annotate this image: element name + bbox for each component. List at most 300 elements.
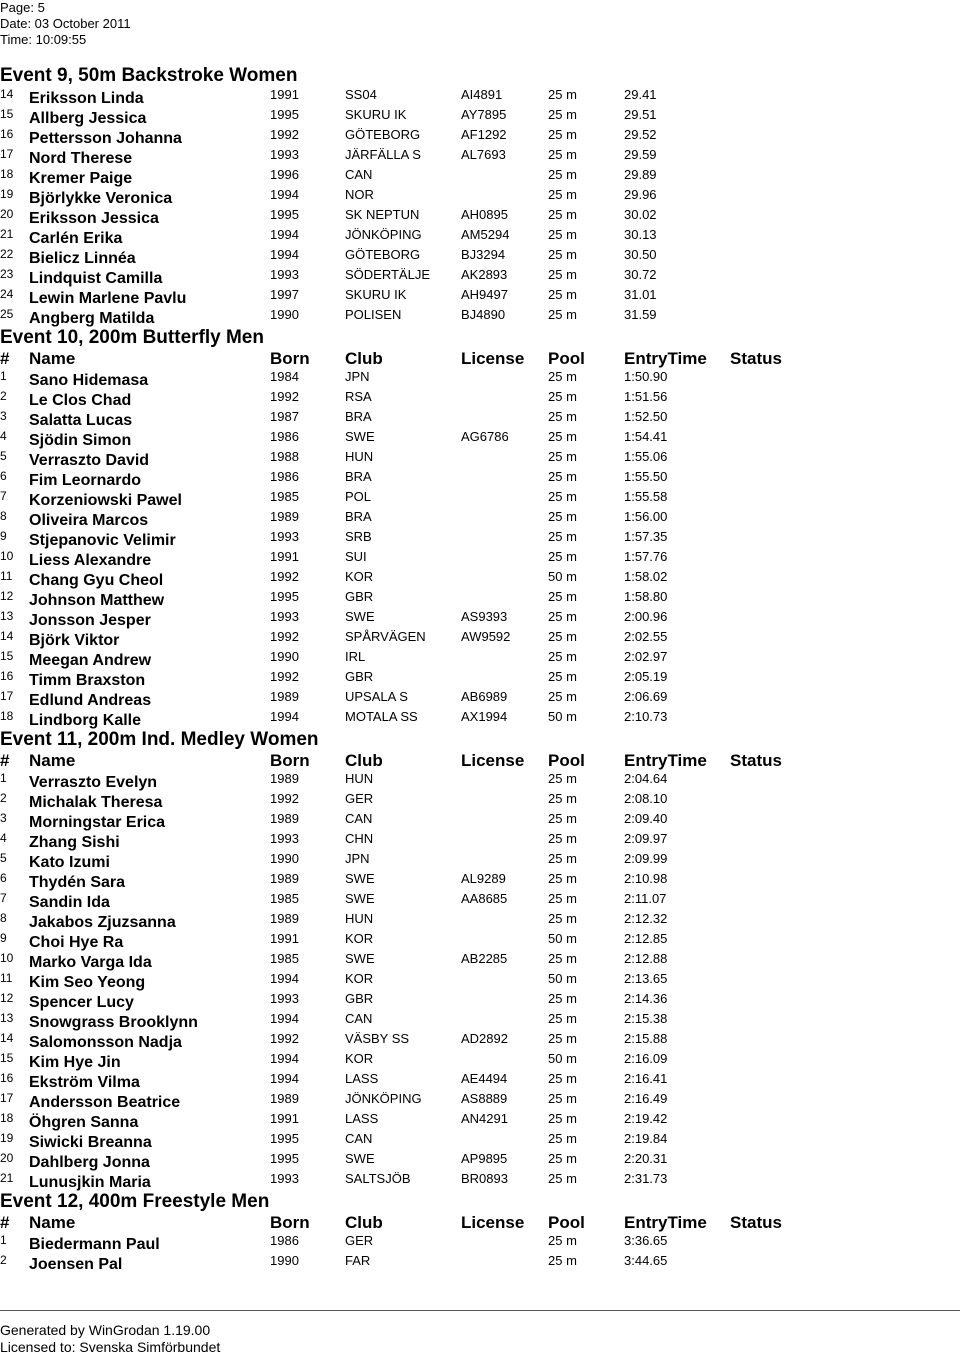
club: POL (345, 489, 372, 504)
result-row (0, 207, 960, 227)
pool: 25 m (548, 689, 577, 704)
club: LASS (345, 1111, 379, 1126)
entry-number: 7 (0, 489, 7, 503)
swimmer-name: Sandin Ida (29, 894, 110, 911)
pool: 25 m (548, 167, 577, 182)
result-row (0, 469, 960, 489)
result-row (0, 931, 960, 951)
entry-time: 1:58.80 (624, 589, 668, 604)
birth-year: 1994 (270, 227, 299, 242)
club: GÖTEBORG (345, 247, 421, 262)
swimmer-name: Morningstar Erica (29, 814, 166, 831)
entry-number: 15 (0, 1051, 14, 1065)
swimmer-name: Kim Seo Yeong (29, 974, 146, 991)
swimmer-name: Sano Hidemasa (29, 372, 149, 389)
birth-year: 1993 (270, 529, 299, 544)
license: AP9895 (461, 1151, 508, 1166)
swimmer-name: Pettersson Johanna (29, 130, 182, 147)
pool: 25 m (548, 1011, 577, 1026)
entry-number: 20 (0, 1151, 14, 1165)
swimmer-name: Lindquist Camilla (29, 270, 163, 287)
entry-time: 31.59 (624, 307, 657, 322)
result-row (0, 1253, 960, 1273)
birth-year: 1994 (270, 187, 299, 202)
swimmer-name: Kim Hye Jin (29, 1054, 121, 1071)
swimmer-name: Öhgren Sanna (29, 1114, 139, 1131)
pool: 25 m (548, 1091, 577, 1106)
entry-time: 2:05.19 (624, 669, 668, 684)
result-row (0, 267, 960, 287)
event-title: Event 9, 50m Backstroke Women (0, 65, 298, 86)
entry-number: 6 (0, 871, 7, 885)
entry-time: 2:31.73 (624, 1171, 668, 1186)
birth-year: 1990 (270, 649, 299, 664)
license: AG6786 (461, 429, 509, 444)
column-header-name: Name (29, 751, 76, 770)
result-row (0, 871, 960, 891)
swimmer-name: Salomonsson Nadja (29, 1034, 182, 1051)
birth-year: 1992 (270, 389, 299, 404)
result-row (0, 307, 960, 327)
entry-time: 1:57.35 (624, 529, 668, 544)
result-row (0, 569, 960, 589)
entry-number: 9 (0, 931, 7, 945)
club: FAR (345, 1253, 371, 1268)
pool: 25 m (548, 409, 577, 424)
license: AB6989 (461, 689, 508, 704)
column-header-license: License (461, 349, 525, 368)
result-row (0, 811, 960, 831)
events-list (0, 65, 960, 1273)
result-row (0, 147, 960, 167)
club: SWE (345, 609, 375, 624)
club: HUN (345, 449, 374, 464)
pool: 25 m (548, 1233, 577, 1248)
birth-year: 1991 (270, 931, 299, 946)
entry-number: 18 (0, 1111, 14, 1125)
club: GÖTEBORG (345, 127, 421, 142)
club: BRA (345, 509, 372, 524)
pool: 25 m (548, 891, 577, 906)
club: GBR (345, 991, 374, 1006)
entry-number: 22 (0, 247, 14, 261)
entry-number: 14 (0, 1031, 14, 1045)
page-number: Page: 5 (0, 0, 45, 15)
pool: 25 m (548, 429, 577, 444)
license: AK2893 (461, 267, 508, 282)
entry-number: 16 (0, 1071, 14, 1085)
entry-number: 10 (0, 951, 14, 965)
pool: 25 m (548, 771, 577, 786)
birth-year: 1989 (270, 689, 299, 704)
pool: 25 m (548, 831, 577, 846)
column-header-name: Name (29, 1213, 76, 1232)
birth-year: 1989 (270, 771, 299, 786)
column-header-num: # (0, 1213, 10, 1232)
license: AB2285 (461, 951, 508, 966)
entry-time: 2:16.41 (624, 1071, 668, 1086)
swimmer-name: Nord Therese (29, 150, 133, 167)
birth-year: 1989 (270, 911, 299, 926)
event-title: Event 10, 200m Butterfly Men (0, 327, 264, 348)
result-row (0, 227, 960, 247)
entry-number: 12 (0, 589, 14, 603)
entry-time: 1:57.76 (624, 549, 668, 564)
entry-time: 2:19.42 (624, 1111, 668, 1126)
entry-time: 29.89 (624, 167, 657, 182)
entry-number: 3 (0, 811, 7, 825)
entry-time: 2:15.88 (624, 1031, 668, 1046)
result-row (0, 509, 960, 529)
birth-year: 1984 (270, 369, 299, 384)
result-row (0, 1051, 960, 1071)
pool: 25 m (548, 389, 577, 404)
entry-number: 20 (0, 207, 14, 221)
club: GBR (345, 589, 374, 604)
pool: 25 m (548, 307, 577, 322)
result-row (0, 911, 960, 931)
birth-year: 1994 (270, 1011, 299, 1026)
pool: 25 m (548, 87, 577, 102)
pool: 25 m (548, 247, 577, 262)
birth-year: 1992 (270, 569, 299, 584)
club: VÄSBY SS (345, 1031, 410, 1046)
result-row (0, 529, 960, 549)
birth-year: 1993 (270, 147, 299, 162)
birth-year: 1985 (270, 951, 299, 966)
club: HUN (345, 911, 374, 926)
swimmer-name: Edlund Andreas (29, 692, 152, 709)
result-row (0, 791, 960, 811)
entry-number: 14 (0, 87, 14, 101)
entry-number: 13 (0, 609, 14, 623)
swimmer-name: Salatta Lucas (29, 412, 133, 429)
club: SPÅRVÄGEN (345, 629, 426, 644)
entry-number: 17 (0, 689, 14, 703)
result-row (0, 689, 960, 709)
pool: 25 m (548, 549, 577, 564)
entry-time: 2:16.09 (624, 1051, 668, 1066)
entry-number: 3 (0, 409, 7, 423)
entry-number: 8 (0, 911, 7, 925)
club: CAN (345, 1011, 373, 1026)
swimmer-name: Bielicz Linnéa (29, 250, 136, 267)
swimmer-name: Johnson Matthew (29, 592, 165, 609)
birth-year: 1985 (270, 891, 299, 906)
club: SKURU IK (345, 107, 407, 122)
entry-number: 24 (0, 287, 14, 301)
entry-number: 2 (0, 791, 7, 805)
pool: 50 m (548, 971, 577, 986)
license: AF1292 (461, 127, 507, 142)
club: JÄRFÄLLA S (345, 147, 421, 162)
entry-time: 2:02.55 (624, 629, 668, 644)
pool: 25 m (548, 509, 577, 524)
page-date: Date: 03 October 2011 (0, 16, 131, 31)
entry-time: 2:06.69 (624, 689, 668, 704)
birth-year: 1996 (270, 167, 299, 182)
result-row (0, 951, 960, 971)
pool: 25 m (548, 529, 577, 544)
result-row (0, 1151, 960, 1171)
entry-time: 29.59 (624, 147, 657, 162)
swimmer-name: Ekström Vilma (29, 1074, 140, 1091)
pool: 25 m (548, 791, 577, 806)
entry-number: 16 (0, 669, 14, 683)
pool: 25 m (548, 811, 577, 826)
result-row (0, 389, 960, 409)
result-row (0, 247, 960, 267)
entry-time: 1:55.50 (624, 469, 668, 484)
column-header-born: Born (270, 349, 310, 368)
birth-year: 1986 (270, 1233, 299, 1248)
pool: 25 m (548, 469, 577, 484)
birth-year: 1990 (270, 851, 299, 866)
birth-year: 1989 (270, 871, 299, 886)
swimmer-name: Zhang Sishi (29, 834, 120, 851)
event-title: Event 11, 200m Ind. Medley Women (0, 729, 319, 750)
page-time: Time: 10:09:55 (0, 32, 87, 47)
license: AE4494 (461, 1071, 508, 1086)
birth-year: 1989 (270, 1091, 299, 1106)
club: SWE (345, 871, 375, 886)
result-row (0, 709, 960, 729)
entry-number: 1 (0, 771, 7, 785)
entry-time: 2:09.97 (624, 831, 668, 846)
club: SS04 (345, 87, 377, 102)
entry-number: 10 (0, 549, 14, 563)
swimmer-name: Korzeniowski Pawel (29, 492, 182, 509)
entry-time: 1:51.56 (624, 389, 668, 404)
pool: 25 m (548, 951, 577, 966)
entry-time: 29.96 (624, 187, 657, 202)
swimmer-name: Meegan Andrew (29, 652, 152, 669)
entry-time: 30.50 (624, 247, 657, 262)
entry-number: 18 (0, 709, 14, 723)
club: UPSALA S (345, 689, 408, 704)
entry-number: 15 (0, 107, 14, 121)
result-row (0, 127, 960, 147)
license: AL7693 (461, 147, 506, 162)
club: LASS (345, 1071, 379, 1086)
birth-year: 1993 (270, 831, 299, 846)
page-footer (0, 1322, 220, 1356)
entry-number: 21 (0, 227, 14, 241)
pool: 25 m (548, 187, 577, 202)
entry-time: 1:55.06 (624, 449, 668, 464)
entry-time: 1:52.50 (624, 409, 668, 424)
entry-number: 7 (0, 891, 7, 905)
result-row (0, 609, 960, 629)
swimmer-name: Marko Varga Ida (29, 954, 152, 971)
entry-time: 1:56.00 (624, 509, 668, 524)
result-row (0, 1233, 960, 1253)
entry-number: 13 (0, 1011, 14, 1025)
license: AH9497 (461, 287, 508, 302)
swimmer-name: Michalak Theresa (29, 794, 163, 811)
entry-time: 2:09.40 (624, 811, 668, 826)
entry-number: 2 (0, 1253, 7, 1267)
club: SK NEPTUN (345, 207, 420, 222)
column-header-status: Status (730, 1213, 782, 1232)
entry-time: 2:20.31 (624, 1151, 668, 1166)
swimmer-name: Angberg Matilda (29, 310, 155, 327)
column-header-entry-time: EntryTime (624, 1213, 707, 1232)
swimmer-name: Björlykke Veronica (29, 190, 173, 207)
club: CHN (345, 831, 374, 846)
result-row (0, 1171, 960, 1191)
result-row (0, 1091, 960, 1111)
entry-time: 2:10.98 (624, 871, 668, 886)
swimmer-name: Allberg Jessica (29, 110, 147, 127)
swimmer-name: Siwicki Breanna (29, 1134, 152, 1151)
entry-time: 1:54.41 (624, 429, 668, 444)
column-header-club: Club (345, 349, 383, 368)
result-row (0, 167, 960, 187)
entry-number: 5 (0, 449, 7, 463)
club: NOR (345, 187, 374, 202)
club: GER (345, 1233, 374, 1248)
result-row (0, 187, 960, 207)
entry-time: 2:16.49 (624, 1091, 668, 1106)
pool: 25 m (548, 871, 577, 886)
entry-time: 30.72 (624, 267, 657, 282)
club: KOR (345, 1051, 374, 1066)
event-section (0, 1191, 960, 1273)
entry-time: 3:36.65 (624, 1233, 668, 1248)
column-header-club: Club (345, 751, 383, 770)
club: JÖNKÖPING (345, 1091, 422, 1106)
birth-year: 1989 (270, 509, 299, 524)
column-header-pool: Pool (548, 349, 585, 368)
entry-time: 2:13.65 (624, 971, 668, 986)
birth-year: 1992 (270, 1031, 299, 1046)
birth-year: 1992 (270, 791, 299, 806)
pool: 25 m (548, 1131, 577, 1146)
result-row (0, 1031, 960, 1051)
pool: 25 m (548, 629, 577, 644)
entry-number: 25 (0, 307, 14, 321)
pool: 25 m (548, 369, 577, 384)
column-header-born: Born (270, 1213, 310, 1232)
entry-number: 17 (0, 1091, 14, 1105)
birth-year: 1994 (270, 247, 299, 262)
birth-year: 1994 (270, 971, 299, 986)
swimmer-name: Eriksson Jessica (29, 210, 159, 227)
entry-number: 14 (0, 629, 14, 643)
entry-number: 4 (0, 831, 7, 845)
entry-time: 1:55.58 (624, 489, 668, 504)
entry-number: 8 (0, 509, 7, 523)
entry-time: 2:12.88 (624, 951, 668, 966)
swimmer-name: Lunusjkin Maria (29, 1174, 151, 1191)
result-row (0, 831, 960, 851)
entry-number: 21 (0, 1171, 14, 1185)
pool: 25 m (548, 127, 577, 142)
license: BJ4890 (461, 307, 506, 322)
entry-number: 15 (0, 649, 14, 663)
swimmer-name: Lewin Marlene Pavlu (29, 290, 187, 307)
column-header-club: Club (345, 1213, 383, 1232)
result-row (0, 589, 960, 609)
pool: 25 m (548, 287, 577, 302)
entry-number: 2 (0, 389, 7, 403)
swimmer-name: Dahlberg Jonna (29, 1154, 150, 1171)
result-row (0, 1111, 960, 1131)
club: KOR (345, 569, 374, 584)
entry-time: 2:04.64 (624, 771, 668, 786)
entry-time: 29.52 (624, 127, 657, 142)
pool: 25 m (548, 147, 577, 162)
club: HUN (345, 771, 374, 786)
entry-time: 1:50.90 (624, 369, 668, 384)
birth-year: 1992 (270, 669, 299, 684)
birth-year: 1993 (270, 1171, 299, 1186)
entry-time: 2:08.10 (624, 791, 668, 806)
entry-time: 2:12.32 (624, 911, 668, 926)
swimmer-name: Stjepanovic Velimir (29, 532, 176, 549)
birth-year: 1991 (270, 1111, 299, 1126)
birth-year: 1992 (270, 629, 299, 644)
entry-time: 3:44.65 (624, 1253, 668, 1268)
birth-year: 1990 (270, 1253, 299, 1268)
club: RSA (345, 389, 372, 404)
license: AM5294 (461, 227, 510, 242)
club: POLISEN (345, 307, 402, 322)
pool: 25 m (548, 489, 577, 504)
club: IRL (345, 649, 366, 664)
entry-time: 29.41 (624, 87, 657, 102)
swimmer-name: Joensen Pal (29, 1256, 123, 1273)
result-row (0, 489, 960, 509)
column-header-row (0, 349, 960, 369)
license: AL9289 (461, 871, 506, 886)
pool: 25 m (548, 851, 577, 866)
license: BR0893 (461, 1171, 508, 1186)
license: AD2892 (461, 1031, 508, 1046)
column-header-born: Born (270, 751, 310, 770)
swimmer-name: Verraszto David (29, 452, 150, 469)
pool: 25 m (548, 1111, 577, 1126)
entry-time: 29.51 (624, 107, 657, 122)
birth-year: 1986 (270, 469, 299, 484)
license: AW9592 (461, 629, 511, 644)
swimmer-name: Carlén Erika (29, 230, 123, 247)
swimmer-name: Biedermann Paul (29, 1236, 160, 1253)
swimmer-name: Fim Leornardo (29, 472, 142, 489)
license: AN4291 (461, 1111, 508, 1126)
birth-year: 1986 (270, 429, 299, 444)
club: GBR (345, 669, 374, 684)
entry-number: 17 (0, 147, 14, 161)
license: AY7895 (461, 107, 507, 122)
pool: 25 m (548, 1253, 577, 1268)
entry-number: 9 (0, 529, 7, 543)
swimmer-name: Oliveira Marcos (29, 512, 149, 529)
swimmer-name: Verraszto Evelyn (29, 774, 158, 791)
entry-time: 2:14.36 (624, 991, 668, 1006)
birth-year: 1992 (270, 127, 299, 142)
entry-time: 30.02 (624, 207, 657, 222)
pool: 50 m (548, 709, 577, 724)
pool: 25 m (548, 449, 577, 464)
club: SRB (345, 529, 372, 544)
club: SWE (345, 951, 375, 966)
result-row (0, 891, 960, 911)
entry-number: 11 (0, 569, 13, 583)
entry-number: 6 (0, 469, 7, 483)
swimmer-name: Kato Izumi (29, 854, 110, 871)
